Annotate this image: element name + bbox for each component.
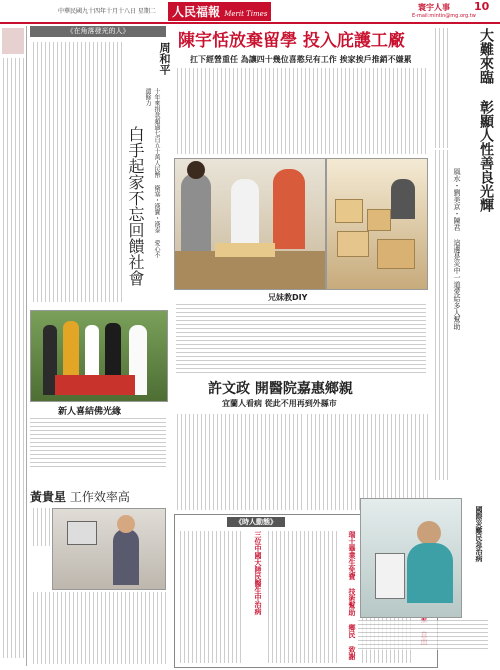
edge-box-red — [2, 28, 24, 54]
lab-photo-caption: 國際災難民急治病 — [475, 506, 483, 562]
in-corner-header-text: 《在角落發光的人》 — [66, 27, 130, 35]
feature-body-text — [30, 592, 166, 664]
people-story1-text — [177, 531, 241, 663]
wedding-caption-text — [30, 418, 166, 468]
mid-story-text-a — [176, 414, 302, 510]
lab-person-head — [417, 521, 441, 545]
people-story1-name: 三位 — [254, 531, 262, 545]
page-number: 10 — [474, 0, 490, 13]
masthead-date: 中華民國九十四年十月十八日 星期二 — [58, 8, 156, 15]
people-story1-title — [253, 531, 263, 615]
email-line: E-mail:mintin@mg.org.tw — [412, 13, 476, 19]
top-story-text-lower — [176, 304, 426, 374]
left-story-text — [30, 42, 122, 302]
people-box-title: 《時人動態》 — [227, 517, 285, 527]
office-person-head — [117, 515, 135, 533]
wedding-caption-title: 新人喜結佛光緣 — [58, 407, 122, 417]
feature-title: 工作效率高 — [69, 490, 130, 504]
diy-person-center — [231, 179, 259, 249]
lab-person-body — [407, 543, 453, 603]
diy-photo — [174, 158, 326, 290]
wooden-boxes-photo — [326, 158, 428, 290]
feature-headline — [30, 488, 130, 505]
logo — [168, 2, 271, 21]
top-story-name: 陳宇恬 — [178, 31, 229, 51]
mid-story-text-b — [304, 414, 428, 510]
diy-caption: 兄妹教DIY — [268, 293, 308, 302]
people-story2-title — [347, 531, 357, 660]
section-name: 寰宇人事 — [418, 3, 450, 12]
right-headline-main: 大難來臨 彰顯人性善良光輝 — [478, 28, 494, 212]
wedding-photo — [30, 310, 168, 402]
box-1 — [335, 199, 363, 223]
right-story-text-main — [432, 150, 448, 480]
mid-story-headline — [208, 378, 353, 398]
people-story2-name: 瑞士 — [348, 531, 356, 545]
logo-text: 人民福報 — [172, 5, 221, 19]
office-monitor — [67, 521, 97, 545]
lab-microscope — [375, 553, 405, 599]
diy-wood-items — [215, 243, 275, 257]
left-headline-main: 白手起家不忘回饋社會 — [126, 126, 145, 286]
masthead — [0, 0, 500, 24]
left-edge-strip — [0, 26, 27, 666]
diy-person-left — [181, 173, 211, 263]
people-story1-headline: 中國大陸民醫生中治病 — [254, 545, 262, 615]
people-story2-text — [267, 531, 337, 663]
right-story-text-top — [432, 28, 448, 148]
left-headline-sub: 十年來捐款超過七百五十萬人民幣 衛塞・漢寶・漢泰 愛心不遺餘力 — [144, 88, 160, 258]
top-story-main: 放棄留學 投入庇護工廠 — [229, 31, 405, 51]
left-headline-name: 周和平 — [158, 42, 171, 75]
box-3 — [337, 231, 369, 257]
top-story-subhead: 扛下經營重任 為讓四十幾位喜憨兒有工作 挨家挨戶推銷不嫌累 — [190, 55, 412, 64]
top-story-text-upper — [176, 68, 426, 154]
lab-caption-text — [358, 620, 488, 650]
logo-sub: Merit Times — [224, 10, 268, 18]
right-headline-kicker: 風水・劉美京・陳君 這邊是災中一道愛給多人幫助 — [453, 168, 461, 330]
office-photo — [52, 508, 166, 590]
feature-name: 黃貴星 — [30, 490, 67, 504]
box-2 — [367, 209, 391, 231]
office-person — [113, 529, 139, 585]
feature-kicker-text — [30, 508, 50, 546]
mid-story-main: 開醫院嘉惠鄉親 — [254, 381, 353, 397]
diy-person-right — [273, 169, 305, 249]
people-story2-headline: 畢業生免費 技術幫助 鄉民 致謝 — [348, 545, 356, 660]
in-corner-header — [30, 26, 166, 37]
diy-person-left-head — [187, 161, 205, 179]
wedding-table — [55, 375, 135, 395]
edge-text-block — [2, 58, 24, 658]
left-column — [30, 26, 171, 666]
mid-story-subhead: 宜蘭人看病 從此不用再到外縣市 — [222, 399, 337, 408]
lab-photo — [360, 498, 462, 618]
box-child — [391, 179, 415, 219]
box-4 — [377, 239, 415, 269]
mid-story-name: 許文政 — [208, 381, 250, 397]
